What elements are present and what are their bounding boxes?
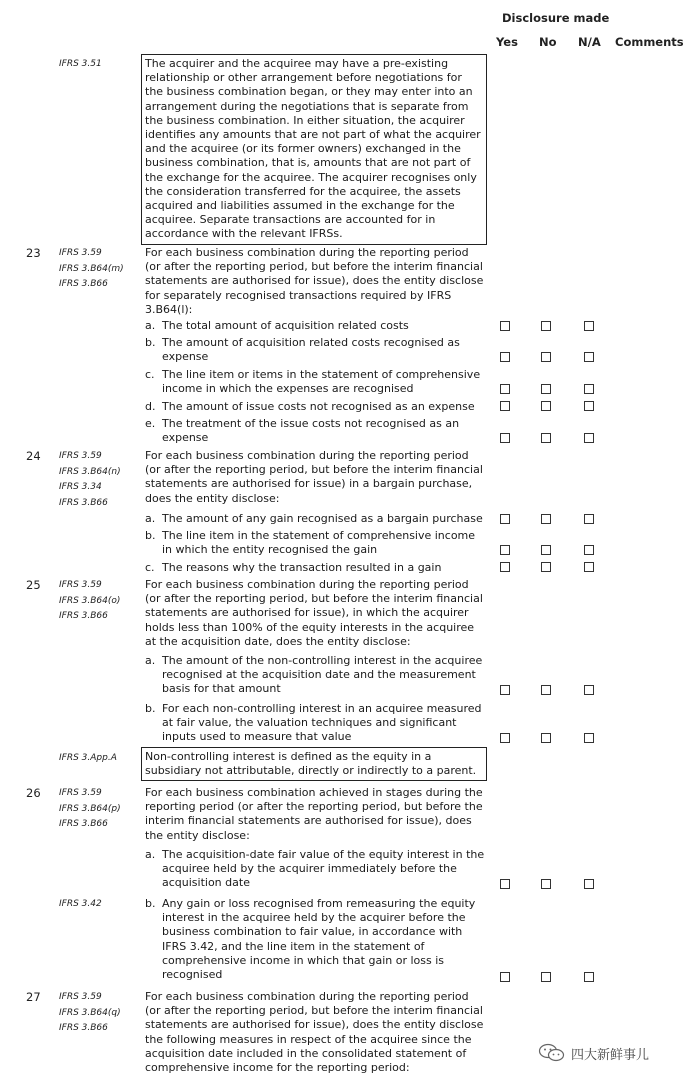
sub-item-text: The line item in the statement of comprehensive income in which the entity recognised the gain — [162, 529, 476, 557]
sub-item-letter: a. — [145, 654, 156, 667]
wechat-icon — [538, 1043, 566, 1063]
yes-checkbox[interactable] — [500, 352, 510, 362]
sub-item-text: The total amount of acquisition related costs — [162, 319, 409, 332]
disclosure-made-heading: Disclosure made — [502, 11, 610, 25]
no-checkbox[interactable] — [541, 545, 551, 555]
sub-item-text: The reasons why the transaction resulted in a gain — [162, 561, 442, 574]
sub-item-text: For each non-controlling interest in an acquiree measured at fair value, the valuation techniques and significant inputs used to measure that value — [162, 702, 482, 744]
yes-checkbox[interactable] — [500, 562, 510, 572]
na-checkbox[interactable] — [584, 545, 594, 555]
reference: IFRS 3.B66 — [59, 819, 108, 829]
yes-checkbox[interactable] — [500, 685, 510, 695]
reference: IFRS 3.B66 — [59, 1023, 108, 1033]
na-checkbox[interactable] — [584, 562, 594, 572]
reference: IFRS 3.B64(p) — [59, 803, 121, 814]
na-checkbox[interactable] — [584, 352, 594, 362]
sub-item-letter: c. — [145, 368, 155, 381]
yes-checkbox[interactable] — [500, 321, 510, 331]
sub-item — [145, 400, 485, 414]
sub-item — [145, 897, 485, 982]
sub-item-letter: b. — [145, 897, 156, 910]
reference-list — [59, 449, 141, 511]
no-checkbox[interactable] — [541, 384, 551, 394]
reference-list — [59, 751, 141, 767]
no-checkbox[interactable] — [541, 972, 551, 982]
reference-list — [59, 786, 141, 833]
no-checkbox[interactable] — [541, 514, 551, 524]
sub-item-letter: d. — [145, 400, 156, 413]
sub-item — [145, 319, 485, 333]
watermark-text: 四大新鲜事儿 — [571, 1047, 650, 1063]
sub-item-letter: a. — [145, 512, 156, 525]
reference: IFRS 3.B64(o) — [59, 595, 121, 606]
na-checkbox[interactable] — [584, 433, 594, 443]
guidance-box: Non-controlling interest is defined as the equity in a subsidiary not attributable, directly or indirectly to a parent. — [141, 747, 487, 781]
sub-item — [145, 654, 485, 697]
na-checkbox[interactable] — [584, 514, 594, 524]
na-checkbox[interactable] — [584, 879, 594, 889]
reference: IFRS 3.B64(n) — [59, 466, 121, 477]
no-checkbox[interactable] — [541, 401, 551, 411]
sub-item-letter: b. — [145, 529, 156, 542]
reference: IFRS 3.B64(m) — [59, 263, 124, 274]
watermark — [538, 1043, 649, 1063]
reference-list — [59, 57, 141, 73]
no-checkbox[interactable] — [541, 321, 551, 331]
sub-item-letter: a. — [145, 848, 156, 861]
yes-checkbox[interactable] — [500, 972, 510, 982]
yes-column-heading: Yes — [496, 35, 518, 49]
sub-item — [145, 368, 485, 396]
no-checkbox[interactable] — [541, 562, 551, 572]
reference: IFRS 3.B66 — [59, 497, 108, 508]
item-number: 24 — [26, 449, 41, 463]
sub-item-letter: b. — [145, 702, 156, 715]
reference: IFRS 3.59 — [59, 788, 102, 798]
sub-item-text: Any gain or loss recognised from remeasuring the equity interest in the acquiree held by the acquirer before the business combination to fair value, in accordance with IFRS 3.42, and the line item in the statement of comprehensive income in which that gain or loss is recognised — [162, 897, 476, 982]
item-number: 27 — [26, 990, 41, 1004]
no-checkbox[interactable] — [541, 685, 551, 695]
sub-item — [145, 561, 485, 575]
no-checkbox[interactable] — [541, 352, 551, 362]
yes-checkbox[interactable] — [500, 401, 510, 411]
na-checkbox[interactable] — [584, 321, 594, 331]
reference-list — [59, 246, 141, 293]
reference: IFRS 3.B64(q) — [59, 1007, 121, 1018]
yes-checkbox[interactable] — [500, 545, 510, 555]
sub-item — [145, 417, 485, 445]
sub-item — [145, 512, 485, 526]
sub-item-letter: a. — [145, 319, 156, 332]
no-checkbox[interactable] — [541, 879, 551, 889]
sub-item-letter: c. — [145, 561, 155, 574]
reference: IFRS 3.B66 — [59, 279, 108, 289]
comments-column-heading: Comments — [615, 35, 684, 49]
sub-item-letter: b. — [145, 336, 156, 349]
yes-checkbox[interactable] — [500, 514, 510, 524]
reference: IFRS 3.59 — [59, 992, 102, 1002]
yes-checkbox[interactable] — [500, 879, 510, 889]
question-text: For each business combination during the reporting period (or after the reporting period, but before the interim financial statements are authorised for issue) in a bargain purchase, does the entity disclose: — [145, 449, 483, 505]
question-text: For each business combination during the reporting period (or after the reporting period, but before the interim financial statements are authorised for issue), does the entity disclose for separately recognised transactions required by IFRS 3.B64(l): — [145, 246, 484, 316]
sub-item-text: The amount of the non-controlling interest in the acquiree recognised at the acquisition date and the measurement basis for that amount — [162, 654, 483, 696]
no-checkbox[interactable] — [541, 733, 551, 743]
sub-item-text: The amount of issue costs not recognised as an expense — [162, 400, 475, 413]
no-column-heading: No — [539, 35, 557, 49]
yes-checkbox[interactable] — [500, 433, 510, 443]
sub-item-letter: e. — [145, 417, 156, 430]
sub-item-text: The treatment of the issue costs not recognised as an expense — [162, 417, 460, 445]
question-text: For each business combination achieved in stages during the reporting period (or after the reporting period, but before the interim financial statements are authorised for issue), does the entity disclose: — [145, 786, 483, 842]
sub-item-text: The amount of any gain recognised as a bargain purchase — [162, 512, 483, 525]
na-checkbox[interactable] — [584, 972, 594, 982]
item-number: 25 — [26, 578, 41, 592]
item-number: 26 — [26, 786, 41, 800]
sub-item-text: The line item or items in the statement of comprehensive income in which the expenses are recognised — [162, 368, 481, 396]
na-checkbox[interactable] — [584, 401, 594, 411]
sub-item — [145, 336, 485, 364]
no-checkbox[interactable] — [541, 433, 551, 443]
na-column-heading: N/A — [578, 35, 601, 49]
guidance-box: The acquirer and the acquiree may have a pre-existing relationship or other arrangement before negotiations for the business combination began, or they may enter into an arrangement during the negotiations that is separate from the business combination. In either situation, the acquirer identifies any amounts that are not part of what the acquirer and the acquiree (or its former owners) exchanged in the business combination, that is, amounts that are not part of the exchange for the acquiree. The acquirer recognises only the consideration transferred for the acquiree, the assets acquired and liabilities assumed in the exchange for the acquiree. Separate transactions are accounted for in accordance with the relevant IFRSs. — [141, 54, 487, 245]
reference: IFRS 3.59 — [59, 451, 102, 461]
reference: IFRS 3.App.A — [59, 753, 117, 763]
reference: IFRS 3.59 — [59, 580, 102, 590]
sub-item — [145, 529, 485, 557]
yes-checkbox[interactable] — [500, 733, 510, 743]
reference-list — [59, 897, 141, 913]
reference: IFRS 3.B66 — [59, 611, 108, 621]
sub-item — [145, 702, 485, 745]
na-checkbox[interactable] — [584, 685, 594, 695]
reference-list — [59, 990, 141, 1037]
reference: IFRS 3.59 — [59, 248, 102, 258]
sub-item — [145, 848, 485, 891]
reference-list — [59, 578, 141, 625]
reference: IFRS 3.34 — [59, 482, 102, 492]
yes-checkbox[interactable] — [500, 384, 510, 394]
question-text: For each business combination during the reporting period (or after the reporting period, but before the interim financial statements are authorised for issue), in which the acquirer holds less than 100% of the equity interests in the acquiree at the acquisition date, does the entity disclose: — [145, 578, 483, 648]
question-text: For each business combination during the reporting period (or after the reporting period, but before the interim financial statements are authorised for issue), does the entity disclose the following measures in respect of the acquiree since the acquisition date included in the consolidated statement of comprehensive income for the reporting period: — [145, 990, 484, 1075]
reference: IFRS 3.42 — [59, 899, 102, 909]
reference: IFRS 3.51 — [59, 59, 102, 69]
na-checkbox[interactable] — [584, 733, 594, 743]
sub-item-text: The acquisition-date fair value of the equity interest in the acquiree held by the acquirer immediately before the acquisition date — [162, 848, 485, 890]
item-number: 23 — [26, 246, 41, 260]
sub-item-text: The amount of acquisition related costs recognised as expense — [162, 336, 460, 364]
na-checkbox[interactable] — [584, 384, 594, 394]
